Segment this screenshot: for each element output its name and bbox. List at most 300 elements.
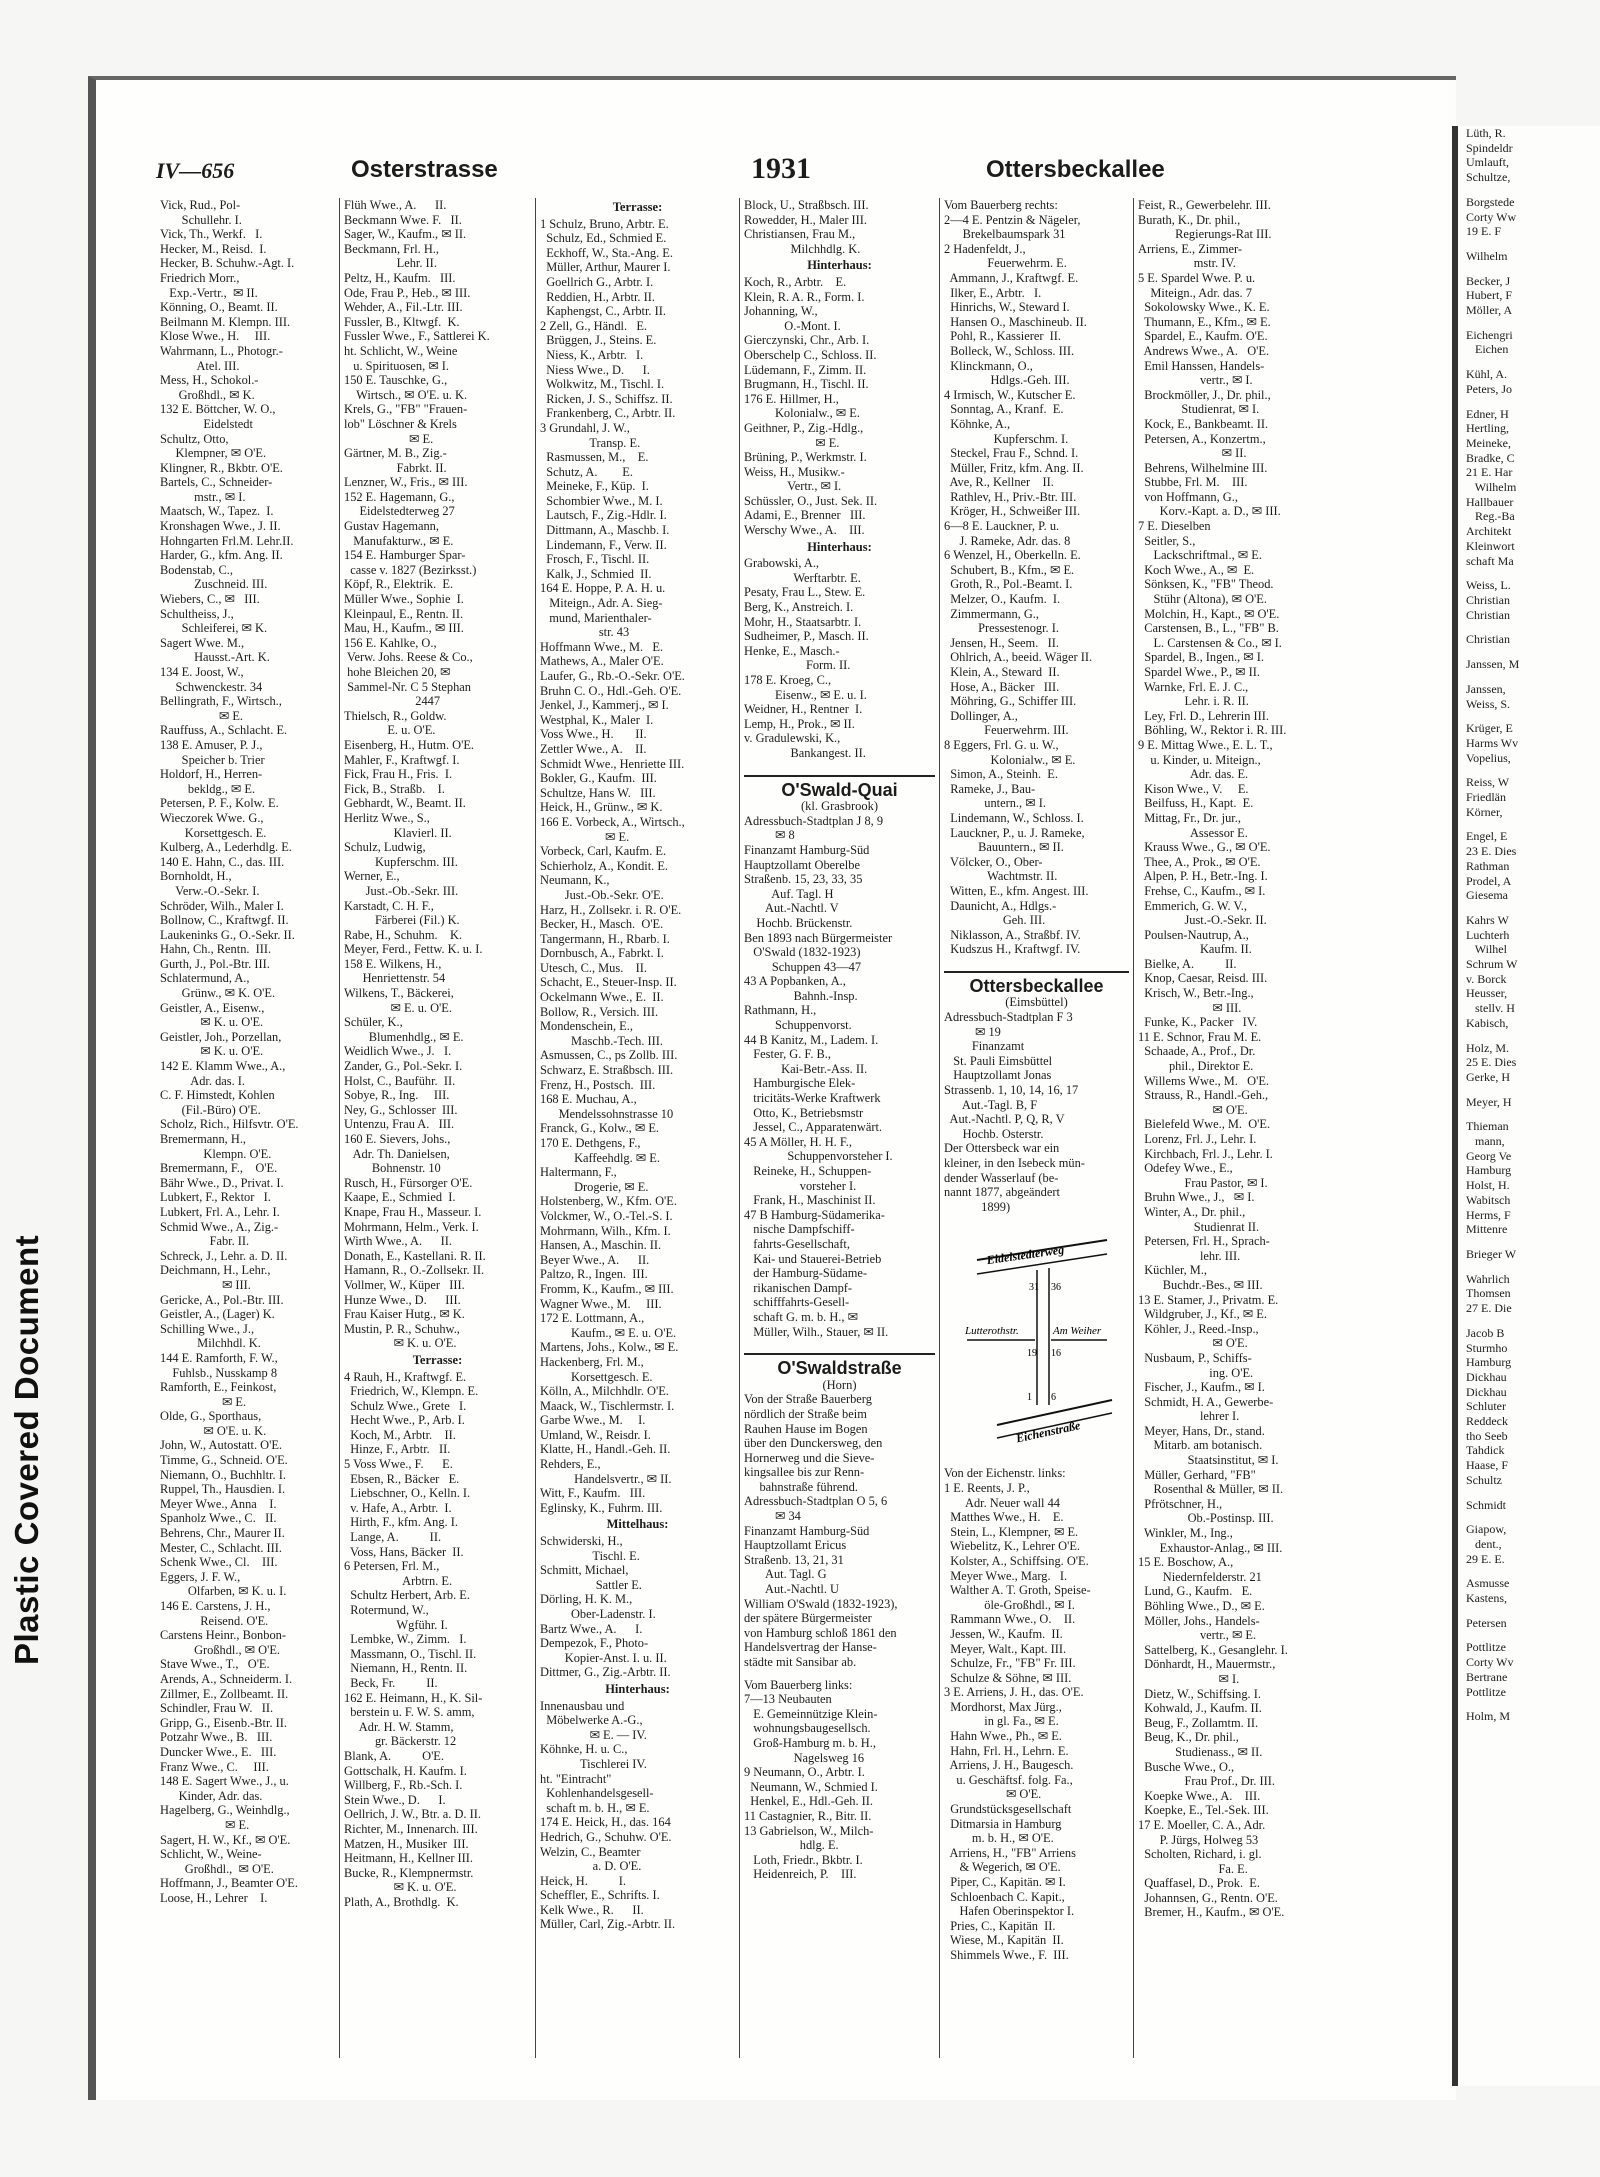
adjacent-entry-line <box>1458 1630 1600 1640</box>
directory-entry-line: Müller, Fritz, kfm. Ang. II. <box>944 460 1084 475</box>
directory-entry-line: Sattler E. <box>540 1577 642 1592</box>
directory-entry-line: Henkel, E., Hdl.-Geh. II. <box>744 1794 874 1809</box>
directory-entry-line: ing. O'E. <box>1138 1365 1254 1380</box>
adjacent-entry-line: Engel, E <box>1466 829 1508 844</box>
directory-entry-line: Zettler Wwe., A. II. <box>540 741 647 756</box>
adjacent-entry-line: Dickhau <box>1466 1369 1507 1384</box>
directory-entry-line: Korv.-Kapt. a. D., ✉ III. <box>1138 504 1281 519</box>
directory-entry-line: 168 E. Muchau, A., <box>540 1092 637 1107</box>
directory-entry-line: Rosenthal & Müller, ✉ II. <box>1138 1482 1284 1497</box>
directory-entry-line: J. Rameke, Adr. das. 8 <box>944 533 1071 548</box>
directory-entry-line: Tischl. E. <box>540 1548 640 1563</box>
directory-entry-line: Sokolowsky Wwe., K. E. <box>1138 300 1270 315</box>
directory-entry-line: Innenausbau und <box>540 1698 625 1713</box>
directory-entry-line: Fick, B., Straßb. I. <box>344 781 445 796</box>
directory-column-5 <box>940 198 1134 2058</box>
directory-entry-line: E. Gemeinnützige Klein- <box>744 1706 878 1721</box>
map-num-31: 31 <box>1028 1282 1039 1294</box>
directory-entry-line: ✉ E. <box>540 829 630 844</box>
directory-entry-line: vertr., ✉ E. <box>1138 1628 1257 1643</box>
directory-entry-line: Friedrich Morr., <box>160 270 240 285</box>
directory-entry-line: Verw.-O.-Sekr. I. <box>160 883 260 898</box>
directory-entry-line: Rauhen Hause im Bogen <box>744 1421 868 1436</box>
directory-entry-line: Dollinger, A., <box>944 708 1018 723</box>
directory-entry-line: Schmidt, H. A., Gewerbe- <box>1138 1394 1274 1409</box>
directory-entry-line: Deichmann, H., Lehr., <box>160 1263 271 1278</box>
adjacent-entry-line: Corty Wv <box>1466 1655 1514 1670</box>
directory-entry-line: Mendelssohnstrasse 10 <box>540 1106 674 1121</box>
adjacent-entry-line: Borgstede <box>1466 194 1515 209</box>
directory-entry-line: Der Ottersbeck war ein <box>944 1141 1060 1156</box>
directory-entry-line: Studienrat, ✉ I. <box>1138 402 1260 417</box>
adjacent-entry-line: Janssen, <box>1466 681 1506 696</box>
directory-entry-line: Kison Wwe., V. E. <box>1138 781 1249 796</box>
directory-entry-line: Haltermann, F., <box>540 1165 617 1180</box>
directory-entry-line: St. Pauli Eimsbüttel <box>944 1053 1053 1068</box>
directory-entry-line: Fromm, K., Kaufm., ✉ III. <box>540 1281 674 1296</box>
adjacent-entry-line <box>1458 318 1600 328</box>
directory-entry-line: Möbelwerke A.-G., <box>540 1713 643 1728</box>
directory-entry-line: Möhring, G., Schiffer III. <box>944 694 1077 709</box>
directory-entry-line <box>744 1670 935 1678</box>
directory-entry-line: Drogerie, ✉ E. <box>540 1179 649 1194</box>
directory-entry-line: 6 Wenzel, H., Oberkelln. E. <box>944 548 1081 563</box>
map-label-eidelstedterweg: Eidelstedterweg <box>985 1242 1065 1268</box>
directory-entry-line: Hdlgs.-Geh. III. <box>944 373 1070 388</box>
directory-entry-line: Milchhdl. K. <box>160 1336 261 1351</box>
directory-entry-line: Reineke, H., Schuppen- <box>744 1164 872 1178</box>
directory-entry-line: Adr. Neuer wall 44 <box>944 1495 1060 1510</box>
directory-entry-line: phil., Direktor E. <box>1138 1059 1254 1074</box>
directory-entry-line: Mahler, F., Kraftwgf. I. <box>344 752 460 767</box>
directory-entry-line: Bornholdt, H., <box>160 869 232 884</box>
directory-entry-line: Spanholz Wwe., C. II. <box>160 1511 277 1526</box>
directory-entry-line: Jensen, H., Seem. II. <box>944 635 1059 650</box>
directory-entry-line: Müller, Arthur, Maurer I. <box>540 260 671 275</box>
directory-entry-line: Meineke, F., Küp. I. <box>540 479 649 494</box>
directory-entry-line: ✉ E. u. O'E. <box>344 1000 452 1015</box>
directory-entry-line: Bohnenstr. 10 <box>344 1161 441 1176</box>
directory-entry-line: Schutz, A. E. <box>540 464 633 479</box>
directory-entry-line: Wahrmann, L., Photogr.- <box>160 343 283 358</box>
directory-entry-line: 44 B Kanitz, M., Ladem. I. <box>744 1032 879 1047</box>
adjacent-entry-line: Schluter <box>1466 1399 1506 1414</box>
directory-entry-line: Schreck, J., Lehr. a. D. II. <box>160 1248 288 1263</box>
directory-entry-line: Müller, Wilh., Stauer, ✉ II. <box>744 1324 889 1339</box>
directory-entry-line: Schuppenvorsteher I. <box>744 1149 893 1164</box>
directory-entry-line: Arriens, J. H., Baugesch. <box>944 1758 1074 1773</box>
directory-entry-line: Lüdemann, F., Zimm. II. <box>744 362 867 377</box>
directory-entry-line: Stave Wwe., T., O'E. <box>160 1657 270 1672</box>
directory-entry-line: Behrens, Wilhelmine III. <box>1138 460 1268 475</box>
directory-entry-line: Hecht Wwe., P., Arb. I. <box>344 1413 465 1428</box>
directory-entry-line: Hamann, R., O.-Zollsekr. II. <box>344 1263 485 1278</box>
directory-entry-line: ✉ O'E. <box>1138 1336 1248 1351</box>
directory-entry-line: Klempn. O'E. <box>160 1146 272 1161</box>
directory-entry-line: Mitarb. am botanisch. <box>1138 1438 1263 1453</box>
directory-entry-line: tricitäts-Werke Kraftwerk <box>744 1091 881 1106</box>
directory-entry-line: Arends, A., Schneiderm. I. <box>160 1671 293 1686</box>
adjacent-entry-line <box>1458 357 1600 367</box>
subsection-heading: Terrasse: <box>412 1352 463 1367</box>
directory-entry-line: Bolleck, W., Schloss. III. <box>944 343 1075 358</box>
directory-entry-line: 7 E. Dieselben <box>1138 519 1211 534</box>
directory-entry-line: Dietz, W., Schiffsing. I. <box>1138 1686 1261 1701</box>
directory-entry-line: Holdorf, H., Herren- <box>160 767 263 782</box>
directory-entry-line: 132 E. Böttcher, W. O., <box>160 402 276 417</box>
directory-entry-line: Müller, Carl, Zig.-Arbtr. II. <box>540 1917 676 1932</box>
directory-entry-line: 156 E. Kahlke, O., <box>344 635 437 650</box>
directory-entry-line: Jessen, W., Kaufm. II. <box>944 1626 1063 1641</box>
directory-entry-line: Finanzamt <box>944 1039 1025 1054</box>
adjacent-entry-line: Georg Ve <box>1466 1148 1512 1163</box>
directory-entry-line: Massmann, O., Tischl. II. <box>344 1646 477 1661</box>
directory-entry-line: Vom Bauerberg rechts: <box>944 198 1058 212</box>
directory-entry-line: Andrews Wwe., A. O'E. <box>1138 343 1270 358</box>
directory-entry-line: Brugmann, H., Tischl. II. <box>744 377 869 392</box>
directory-entry-line: bekldg., ✉ E. <box>160 781 256 796</box>
directory-entry-line: Arriens, H., "FB" Arriens <box>944 1845 1076 1860</box>
directory-entry-line: 2 Zell, G., Händl. E. <box>540 318 648 333</box>
directory-entry-line: Nagelsweg 16 <box>744 1750 865 1765</box>
directory-entry-line: Kaufm., ✉ E. u. O'E. <box>540 1325 677 1340</box>
page-header <box>156 150 1256 190</box>
directory-entry-line: Kaape, E., Schmied I. <box>344 1190 456 1205</box>
directory-column-1 <box>156 198 340 2058</box>
directory-entry-line: Hinze, F., Arbtr. II. <box>344 1442 451 1457</box>
directory-entry-line: Schloenbach C. Kapit., <box>944 1889 1065 1904</box>
directory-entry-line: Schaade, A., Prof., Dr. <box>1138 1044 1256 1059</box>
section-heading: O'Swaldstraße <box>744 1353 935 1376</box>
directory-entry-line: Adr. das. I. <box>160 1073 246 1088</box>
adjacent-entry-line: 23 E. Dies <box>1466 844 1517 859</box>
directory-entry-line: 13 Gabrielson, W., Milch- <box>744 1823 874 1838</box>
map-label-eichenstrasse: Eichenstraße <box>1014 1418 1081 1446</box>
directory-entry-line: 138 E. Amuser, P. J., <box>160 737 263 752</box>
directory-entry-line: Petersen, Frl. H., Sprach- <box>1138 1234 1270 1249</box>
directory-entry-line: Wirth Wwe., A. II. <box>344 1234 453 1249</box>
adjacent-entry-line: Heusser, <box>1466 986 1508 1001</box>
directory-column-2 <box>340 198 536 2058</box>
directory-entry-line: schaft m. b. H., ✉ E. <box>540 1800 650 1815</box>
adjacent-entry-line: Christian <box>1466 632 1510 647</box>
adjacent-entry-line <box>1458 711 1600 721</box>
directory-entry-line: 5 Voss Wwe., F. E. <box>344 1457 453 1472</box>
directory-entry-line: Klempner, ✉ O'E. <box>160 446 267 461</box>
adjacent-entry-line: Peters, Jo <box>1466 381 1512 396</box>
directory-entry-line: Finanzamt Hamburg-Süd <box>744 1523 870 1538</box>
directory-entry-line: Vom Bauerberg links: <box>744 1677 853 1692</box>
directory-entry-line: Schierholz, A., Kondit. E. <box>540 858 669 873</box>
directory-entry-line: Handelsvertrag der Hanse- <box>744 1640 877 1655</box>
directory-entry-line: ✉ III. <box>160 1277 251 1292</box>
directory-entry-line: 162 E. Heimann, H., K. Sil- <box>344 1690 483 1705</box>
directory-entry-line: Strassenb. 1, 10, 14, 16, 17 <box>944 1083 1079 1098</box>
directory-entry-line: Böhling Wwe., D., ✉ E. <box>1138 1599 1265 1613</box>
directory-entry-line: Zander, G., Pol.-Sekr. I. <box>344 1059 463 1074</box>
directory-entry-line: Zimmermann, G., <box>944 606 1039 621</box>
page-number: IV—656 <box>156 158 235 183</box>
directory-entry-line: (Fil.-Büro) O'E. <box>160 1102 261 1117</box>
directory-entry-line: Hahn, Frl. H., Lehrn. E. <box>944 1743 1069 1758</box>
directory-entry-line: Reisend. O'E. <box>160 1613 269 1628</box>
directory-entry-line: Adressbuch-Stadtplan O 5, 6 <box>744 1494 888 1509</box>
adjacent-entry-line: stellv. H <box>1466 1001 1515 1016</box>
directory-entry-line: Schacht, E., Steuer-Insp. II. <box>540 975 677 990</box>
directory-entry-line: Schubert, B., Kfm., ✉ E. <box>944 562 1075 577</box>
directory-entry-line: Vick, Rud., Pol- <box>160 198 241 212</box>
directory-entry-line: Schuppen 43—47 <box>744 959 862 974</box>
adjacent-entry-line: Haase, F <box>1466 1458 1508 1473</box>
directory-entry-line: Piper, C., Kapitän. ✉ I. <box>944 1875 1066 1889</box>
directory-entry-line: Feist, R., Gewerbelehr. III. <box>1138 198 1271 212</box>
adjacent-entry-line <box>1458 1109 1600 1119</box>
directory-entry-line: Reddien, H., Arbtr. II. <box>540 289 655 304</box>
directory-entry-line: Staatsinstitut, ✉ I. <box>1138 1453 1279 1468</box>
adjacent-entry-line: 25 E. Dies <box>1466 1055 1517 1070</box>
adjacent-entry-line: Hamburg <box>1466 1163 1512 1178</box>
directory-entry-line: Böhling, W., Rektor i. R. III. <box>1138 723 1287 738</box>
directory-entry-line: Beckmann, Frl. H., <box>344 241 439 256</box>
directory-entry-line: Rameke, J., Bau- <box>944 781 1036 796</box>
directory-entry-line: 160 E. Sievers, Johs., <box>344 1132 451 1146</box>
directory-entry-line: Niess Wwe., D. I. <box>540 362 650 377</box>
directory-entry-line: Just.-Ob.-Sekr. O'E. <box>540 887 664 902</box>
directory-entry-line: Schulze & Söhne, ✉ III. <box>944 1670 1072 1685</box>
directory-entry-line: Koch, R., Arbtr. E. <box>744 274 847 289</box>
directory-entry-line: 11 E. Schnor, Frau M. E. <box>1138 1029 1262 1044</box>
directory-entry-line: Lautsch, F., Zig.-Hdlr. I. <box>540 508 667 523</box>
directory-entry-line: Schmitt, Michael, <box>540 1563 629 1578</box>
adjacent-entry-line: Wabitsch <box>1466 1192 1511 1207</box>
directory-entry-line: Mohr, H., Staatsarbtr. I. <box>744 614 862 629</box>
directory-entry-line: Warnke, Frl. E. J. C., <box>1138 679 1249 694</box>
directory-entry-line: Eidelstedt <box>160 416 253 431</box>
directory-entry-line: 1 Schulz, Bruno, Arbtr. E. <box>540 216 669 231</box>
directory-entry-line: Ammann, J., Kraftwgf. E. <box>944 270 1079 285</box>
directory-entry-line: Dönhardt, H., Mauermstr., <box>1138 1657 1276 1672</box>
directory-entry-line: Winter, A., Dr. phil., <box>1138 1204 1246 1219</box>
directory-entry-line: Pries, C., Kapitän II. <box>944 1918 1056 1933</box>
directory-entry-line: Weiss, H., Musikw.- <box>744 464 845 479</box>
adjacent-entry-line <box>1458 1262 1600 1272</box>
adjacent-entry-line: Prodel, A <box>1466 873 1512 888</box>
directory-entry-line: Beug, K., Dr. phil., <box>1138 1730 1239 1745</box>
directory-entry-line: Arriens, E., Zimmer- <box>1138 241 1243 256</box>
directory-entry-line: Wiebers, C., ✉ III. <box>160 592 260 607</box>
directory-entry-line: Krels, G., "FB" "Frauen- <box>344 402 468 417</box>
directory-entry-line: William O'Swald (1832-1923), <box>744 1596 898 1611</box>
directory-entry-line: Gierczynski, Chr., Arb. I. <box>744 333 870 348</box>
directory-column-4 <box>740 198 940 2058</box>
directory-entry-line: Geh. III. <box>944 913 1046 928</box>
directory-entry-line: Peltz, H., Kaufm. III. <box>344 270 456 285</box>
directory-entry-line: 43 A Popbanken, A., <box>744 974 846 989</box>
adjacent-entry-line: Petersen <box>1466 1615 1507 1630</box>
directory-entry-line: Studienass., ✉ II. <box>1138 1744 1263 1759</box>
directory-entry-line: 140 E. Hahn, C., das. III. <box>160 854 285 869</box>
subsection-heading: Mittelhaus: <box>606 1517 669 1532</box>
adjacent-entry-line: Brieger W <box>1466 1247 1517 1261</box>
directory-entry-line: Maschb.-Tech. III. <box>540 1033 663 1048</box>
adjacent-entry-line <box>1458 1316 1600 1326</box>
street-heading-left: Osterstrasse <box>351 156 498 183</box>
directory-entry-line: Quaffasel, D., Prok. E. <box>1138 1876 1260 1891</box>
directory-entry-line: Brockmöller, J., Dr. phil., <box>1138 387 1271 402</box>
directory-entry-line: Friedrich, W., Klempn. E. <box>344 1384 479 1399</box>
adjacent-entry-line <box>1458 1237 1600 1247</box>
directory-entry-line: Liebschner, O., Kelln. I. <box>344 1486 471 1501</box>
directory-entry-line: Eisenberg, H., Hutm. O'E. <box>344 737 475 752</box>
directory-entry-line: Ruppel, Th., Hausdien. I. <box>160 1482 286 1497</box>
directory-entry-line: Bucke, R., Klempnermstr. <box>344 1865 474 1880</box>
directory-entry-line: Heick, H. I. <box>540 1873 627 1888</box>
directory-entry-line: 6 Petersen, Frl. M., <box>344 1559 440 1574</box>
directory-entry-line: Hornerweg und die Sieve- <box>744 1450 875 1465</box>
directory-entry-line: Flüh Wwe., A. II. <box>344 198 447 212</box>
directory-page <box>96 80 1448 2096</box>
directory-entry-line: Becker, H., Masch. O'E. <box>540 917 664 932</box>
adjacent-entry-line: tho Seeb <box>1466 1428 1508 1443</box>
directory-entry-line: Müller, Gerhard, "FB" <box>1138 1467 1256 1482</box>
directory-entry-line: Sönksen, K., "FB" Theod. <box>1138 577 1274 592</box>
directory-entry-line: Just.-Ob.-Sekr. III. <box>344 883 459 898</box>
directory-entry-line: Kirchbach, Frl. J., Lehr. I. <box>1138 1146 1273 1161</box>
directory-entry-line: Niess, K., Arbtr. I. <box>540 347 644 362</box>
directory-entry-line: Niemann, H., Rentn. II. <box>344 1661 468 1676</box>
directory-entry-line: Kolster, A., Schiffsing. O'E. <box>944 1553 1089 1568</box>
year-heading: 1931 <box>751 152 811 185</box>
directory-entry-line: Lauckner, P., u. J. Rameke, <box>944 825 1085 840</box>
directory-entry-line: Kupferschm. I. <box>944 431 1069 446</box>
directory-entry-line: ✉ III. <box>1138 1000 1242 1015</box>
directory-entry-line: Herlitz Wwe., S., <box>344 810 430 825</box>
directory-entry-line: Hoffmann Wwe., M. E. <box>540 639 664 654</box>
directory-entry-line: Aut.-Nachtl. P, Q, R, V <box>944 1112 1065 1127</box>
adjacent-entry-line: Vopelius, <box>1466 750 1511 765</box>
adjacent-entry-line: 21 E. Har <box>1466 465 1513 480</box>
directory-entry-line: Hunze Wwe., D. III. <box>344 1292 461 1307</box>
directory-entry-line: von Hoffmann, G., <box>1138 489 1238 504</box>
directory-entry-line: Maack, W., Tischlermstr. I. <box>540 1398 675 1413</box>
directory-entry-line: Adr. das. E. <box>1138 767 1249 782</box>
directory-entry-line: Hauptzollamt Oberelbe <box>744 857 860 872</box>
directory-entry-line: schifffahrts-Gesell- <box>744 1295 850 1310</box>
directory-entry-line: Ditmarsia in Hamburg <box>944 1816 1062 1831</box>
directory-entry-line: Schulz, Ed., Schmied E. <box>540 231 667 246</box>
directory-entry-line: lob" Löschner & Krels <box>344 416 457 431</box>
directory-entry-line: Kolonialw., ✉ E. <box>944 752 1076 767</box>
directory-entry-line: Dittmer, G., Zig.-Arbtr. II. <box>540 1665 671 1680</box>
directory-entry-line: Frehse, C., Kaufm., ✉ I. <box>1138 883 1266 898</box>
directory-entry-line: Duncker Wwe., E. III. <box>160 1744 277 1759</box>
directory-entry-line: Kohwald, J., Kaufm. II. <box>1138 1701 1262 1716</box>
adjacent-entry-line <box>1458 1488 1600 1498</box>
directory-entry-line: ✉ E. <box>744 435 840 450</box>
directory-entry-line: Zuschneid. III. <box>160 577 268 592</box>
directory-entry-line: Frank, H., Maschinist II. <box>744 1193 876 1208</box>
directory-entry-line: v. Gradulewski, K., <box>744 731 841 746</box>
directory-entry-line: hohe Bleichen 20, ✉ <box>344 665 451 679</box>
directory-entry-line: Gebhardt, W., Beamt. II. <box>344 796 466 811</box>
directory-entry-line: Brekelbaumspark 31 <box>944 227 1066 242</box>
directory-entry-line: über den Dunckersweg, den <box>744 1436 883 1451</box>
directory-entry-line: Grünw., ✉ K. O'E. <box>160 986 276 1001</box>
directory-entry-line: Köhnke, H. u. C., <box>540 1742 628 1757</box>
directory-entry-line: Martens, Johs., Kolw., ✉ E. <box>540 1340 679 1355</box>
directory-entry-line: Kudszus H., Kraftwgf. IV. <box>944 942 1081 957</box>
directory-entry-line: Tischlerei IV. <box>540 1756 647 1771</box>
directory-entry-line: Heick, H., Grünw., ✉ K. <box>540 800 663 815</box>
directory-entry-line: Groß-Hamburg m. b. H., <box>744 1735 876 1750</box>
directory-entry-line: Potzahr Wwe., B. III. <box>160 1730 273 1745</box>
directory-entry-line: casse v. 1827 (Bezirksst.) <box>344 562 477 577</box>
directory-entry-line: Kai-Betr.-Ass. II. <box>744 1061 868 1076</box>
directory-entry-line: Petersen, P. F., Kolw. E. <box>160 796 279 811</box>
directory-entry-line: 150 E. Tauschke, G., <box>344 373 448 388</box>
directory-entry-line: Fussler Wwe., F., Sattlerei K. <box>344 329 490 344</box>
directory-entry-line: Fick, Frau H., Fris. I. <box>344 767 453 782</box>
directory-entry-line: C. F. Himstedt, Kohlen <box>160 1088 275 1103</box>
adjacent-entry-line: Hubert, F <box>1466 288 1512 303</box>
directory-entry-line: Wehder, A., Fil.-Ltr. III. <box>344 300 463 315</box>
directory-entry-line: Mittag, Fr., Dr. jur., <box>1138 810 1241 825</box>
adjacent-entry-line <box>1458 239 1600 249</box>
directory-entry-line: Petersen, A., Konzertm., <box>1138 431 1266 446</box>
directory-entry-line: Kopier-Anst. I. u. II. <box>540 1650 667 1665</box>
adjacent-entry-line: Pottlitze <box>1466 1640 1506 1655</box>
directory-entry-line: Studienrat II. <box>1138 1219 1260 1234</box>
directory-entry-line: Molchin, H., Kapt., ✉ O'E. <box>1138 606 1280 621</box>
directory-entry-line: Sagert Wwe. M., <box>160 635 245 650</box>
directory-entry-line: Schultz, Otto, <box>160 431 229 446</box>
directory-entry-line: Bellingrath, F., Wirtsch., <box>160 694 282 709</box>
directory-entry-line: Rowedder, H., Maler III. <box>744 212 868 227</box>
directory-entry-line: Ney, G., Schlosser III. <box>344 1102 458 1117</box>
directory-entry-line: Spardel, B., Ingen., ✉ I. <box>1138 650 1265 665</box>
directory-column-6 <box>1134 198 1334 2058</box>
directory-entry-line: Niemann, O., Buchhltr. I. <box>160 1467 286 1482</box>
adjacent-entry-line: Eichengri <box>1466 327 1513 342</box>
directory-entry-line: Harz, H., Zollsekr. i. R. O'E. <box>540 902 682 917</box>
directory-entry-line: Busche Wwe., O., <box>1138 1759 1235 1774</box>
directory-entry-line: 2447 <box>344 694 441 709</box>
directory-entry-line: von Hamburg schloß 1861 den <box>744 1625 897 1640</box>
adjacent-entry-line: Hallbauer <box>1466 494 1514 509</box>
directory-entry-line: John, W., Autostatt. O'E. <box>160 1438 283 1453</box>
directory-entry-line: Bartz Wwe., A. I. <box>540 1621 643 1636</box>
directory-entry-line: 17 E. Moeller, C. A., Adr. <box>1138 1817 1266 1832</box>
directory-entry-line: Schmidt Wwe., Henriette III. <box>540 756 685 771</box>
directory-entry-line: Atel. III. <box>160 358 240 373</box>
directory-entry-line: Hansen, A., Maschin. II. <box>540 1238 662 1253</box>
directory-entry-line: Wilkens, T., Bäckerei, <box>344 986 454 1001</box>
directory-entry-line: Schwiderski, H., <box>540 1534 623 1549</box>
directory-entry-line: Mordhorst, Max Jürg., <box>944 1699 1062 1714</box>
directory-entry-line: Milchhdlg. K. <box>744 241 861 256</box>
adjacent-entry-line: Kastens, <box>1466 1591 1507 1606</box>
directory-entry-line: Seitler, S., <box>1138 533 1196 548</box>
directory-entry-line: Hamburgische Elek- <box>744 1076 856 1091</box>
directory-entry-line: Vollmer, W., Küper III. <box>344 1277 465 1292</box>
directory-entry-line: Bielefeld Wwe., M. O'E. <box>1138 1117 1271 1132</box>
directory-entry-line: Lindemann, W., Schloss. I. <box>944 810 1084 825</box>
directory-entry-line: Kaufm. II. <box>1138 942 1252 957</box>
directory-entry-line: Bremermann, H., <box>160 1132 247 1146</box>
directory-entry-line: Spardel Wwe., P., ✉ II. <box>1138 665 1260 679</box>
subsection-heading: Hinterhaus: <box>807 258 872 273</box>
adjacent-entry-line: Möller, A <box>1466 303 1513 318</box>
